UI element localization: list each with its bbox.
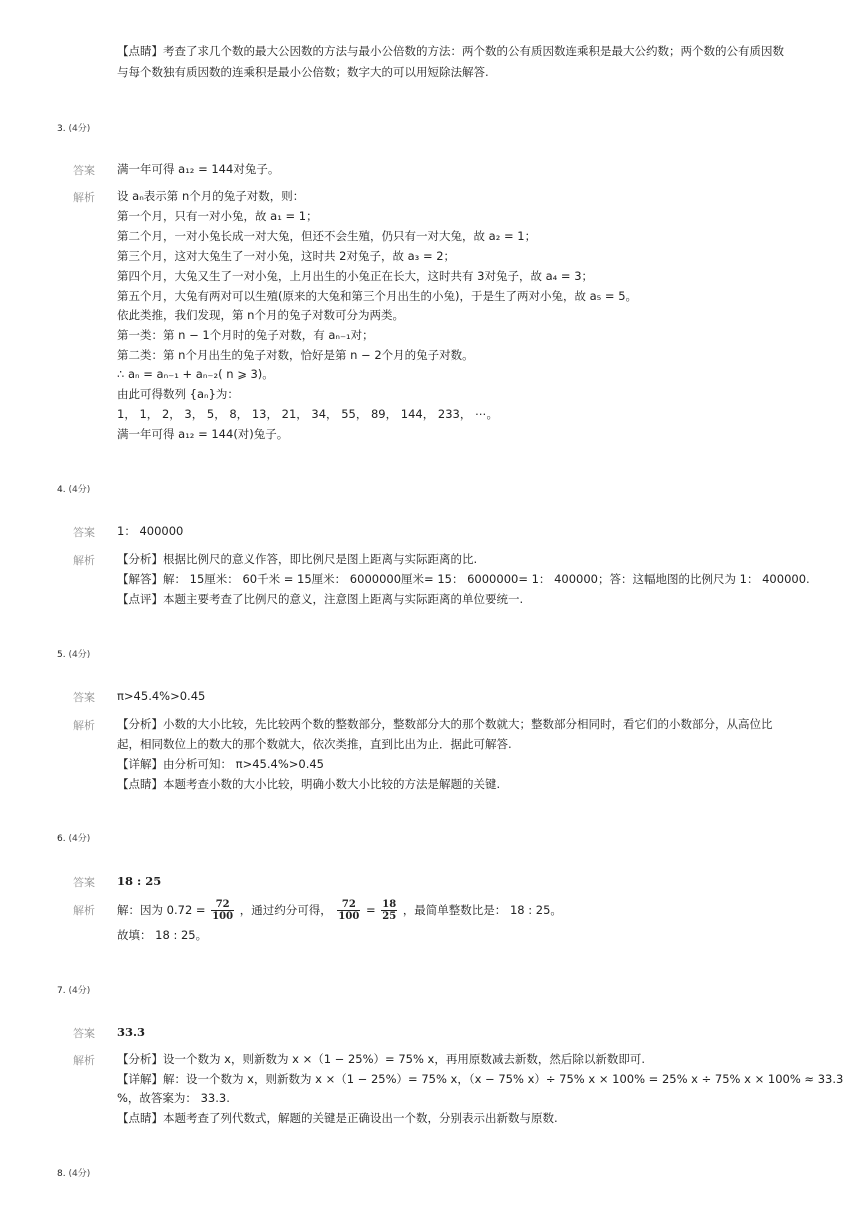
- q3-answer: 满一年可得 a₁₂ = 144对兔子。: [117, 162, 280, 176]
- fraction: [337, 899, 360, 922]
- answer-label: 答案: [73, 526, 95, 539]
- question-number: 4.: [57, 485, 66, 495]
- q6-analysis-text: 解：因为 0.72 =: [117, 903, 206, 917]
- q3-analysis-line: 由此可得数列 {aₙ}为：: [117, 387, 239, 401]
- q3-analysis-line: ∴ aₙ = aₙ₋₁ + aₙ₋₂( n ⩾ 3)。: [117, 367, 274, 381]
- q7-analysis-line: 【详解】解：设一个数为 x，则新数为 x ×（1 − 25%）= 75% x，（x − 75% x）÷ 75% x × 100% = 25% x ÷ 75% x × 100% ≈ 33.3: [117, 1072, 844, 1086]
- question-points: (4分): [68, 1169, 91, 1179]
- analysis-label: 解析: [73, 904, 95, 917]
- fraction: [211, 899, 234, 922]
- analysis-label: 解析: [73, 719, 95, 732]
- q5-analysis-line: 【点睛】本题考查小数的大小比较，明确小数大小比较的方法是解题的关键.: [117, 777, 501, 791]
- q3-analysis-line: 依此类推，我们发现，第 n个月的兔子对数可分为两类。: [117, 308, 404, 322]
- fraction-denominator: 25: [382, 911, 397, 922]
- q6-analysis-text: ，最简单整数比是： 18 : 25。: [402, 903, 562, 917]
- question-4-header: [57, 482, 90, 495]
- answer-label: 答案: [73, 164, 95, 177]
- q3-analysis-line: 第五个月，大兔有两对可以生殖(原来的大兔和第三个月出生的小兔)，于是生了两对小兔，故 a₅ = 5。: [117, 289, 638, 303]
- q4-answer: 1： 400000: [117, 524, 184, 538]
- q3-analysis-line: 1， 1， 2， 3， 5， 8， 13， 21， 34， 55， 89， 144， 233， ⋯。: [117, 407, 498, 421]
- question-number: 7.: [57, 986, 66, 996]
- fraction-numerator: 18: [382, 899, 397, 910]
- fraction-denominator: 100: [212, 911, 234, 922]
- q6-analysis-line: [117, 897, 562, 923]
- q5-analysis-line: 【分析】小数的大小比较，先比较两个数的整数部分，整数部分大的那个数就大；整数部分相同时，看它们的小数部分，从高位比: [117, 717, 773, 731]
- q7-answer: 33.3: [117, 1025, 146, 1039]
- answer-label: 答案: [73, 691, 95, 704]
- question-8-header: [57, 1166, 90, 1179]
- question-points: (4分): [68, 485, 91, 495]
- equals-sign: =: [365, 903, 376, 917]
- fraction-denominator: 100: [338, 911, 360, 922]
- q4-analysis-line: 【分析】根据比例尺的意义作答，即比例尺是图上距离与实际距离的比.: [117, 552, 478, 566]
- question-7-header: [57, 983, 90, 996]
- analysis-label: 解析: [73, 191, 95, 204]
- q5-analysis-line: 【详解】由分析可知： π>45.4%>0.45: [117, 757, 324, 771]
- fraction-numerator: 72: [337, 899, 360, 911]
- q3-analysis-line: 第二个月，一对小兔长成一对大兔，但还不会生殖，仍只有一对大兔，故 a₂ = 1；: [117, 229, 537, 243]
- question-3-header: [57, 121, 90, 134]
- top-note-line-1: 【点睛】考查了求几个数的最大公因数的方法与最小公倍数的方法：两个数的公有质因数连乘积是最大公约数；两个数的公有质因数: [117, 44, 784, 58]
- question-points: (4分): [68, 124, 91, 134]
- q7-analysis-line: 【分析】设一个数为 x，则新数为 x ×（1 − 25%）= 75% x，再用原数减去新数，然后除以新数即可.: [117, 1052, 646, 1066]
- fraction-numerator: 72: [211, 899, 234, 911]
- answer-label: 答案: [73, 1027, 95, 1040]
- q3-analysis-line: 第三个月，这对大兔生了一对小兔，这时共 2对兔子，故 a₃ = 2；: [117, 249, 456, 263]
- q4-analysis-line: 【解答】解： 15厘米： 60千米 = 15厘米： 6000000厘米= 15： 6000000= 1： 400000；答：这幅地图的比例尺为 1： 400000.: [117, 572, 810, 586]
- analysis-label: 解析: [73, 554, 95, 567]
- q7-analysis-line: %，故答案为： 33.3.: [117, 1091, 230, 1105]
- question-5-header: [57, 647, 90, 660]
- answer-label: 答案: [73, 876, 95, 889]
- question-points: (4分): [68, 650, 91, 660]
- q5-answer: π>45.4%>0.45: [117, 689, 206, 703]
- q7-analysis-line: 【点睛】本题考查了列代数式，解题的关键是正确设出一个数，分别表示出新数与原数.: [117, 1111, 558, 1125]
- q5-analysis-line: 起，相同数位上的数大的那个数就大，依次类推，直到比出为止．据此可解答.: [117, 737, 512, 751]
- q4-analysis-line: 【点评】本题主要考查了比例尺的意义，注意图上距离与实际距离的单位要统一.: [117, 592, 524, 606]
- q3-analysis-line: 第一类：第 n − 1个月时的兔子对数，有 aₙ₋₁对；: [117, 328, 374, 342]
- top-note-line-2: 与每个数独有质因数的连乘积是最小公倍数；数字大的可以用短除法解答.: [117, 65, 489, 79]
- question-number: 3.: [57, 124, 66, 134]
- question-points: (4分): [68, 986, 91, 996]
- q6-analysis-text: ，通过约分可得，: [239, 903, 332, 917]
- fraction: [381, 899, 397, 922]
- question-number: 5.: [57, 650, 66, 660]
- question-6-header: [57, 831, 90, 844]
- q6-answer: 18 : 25: [117, 874, 162, 888]
- q6-analysis-line-2: 故填： 18 : 25。: [117, 928, 208, 942]
- q3-analysis-line: 第二类：第 n个月出生的兔子对数，恰好是第 n − 2个月的兔子对数。: [117, 348, 474, 362]
- question-number: 6.: [57, 834, 66, 844]
- q3-analysis-line: 第一个月，只有一对小兔，故 a₁ = 1；: [117, 209, 318, 223]
- q3-analysis-line: 设 aₙ表示第 n个月的兔子对数，则：: [117, 189, 305, 203]
- q3-analysis-line: 第四个月，大兔又生了一对小兔，上月出生的小兔正在长大，这时共有 3对兔子，故 a₄ = 3；: [117, 269, 594, 283]
- question-points: (4分): [68, 834, 91, 844]
- analysis-label: 解析: [73, 1054, 95, 1067]
- q3-analysis-line: 满一年可得 a₁₂ = 144(对)兔子。: [117, 427, 289, 441]
- question-number: 8.: [57, 1169, 66, 1179]
